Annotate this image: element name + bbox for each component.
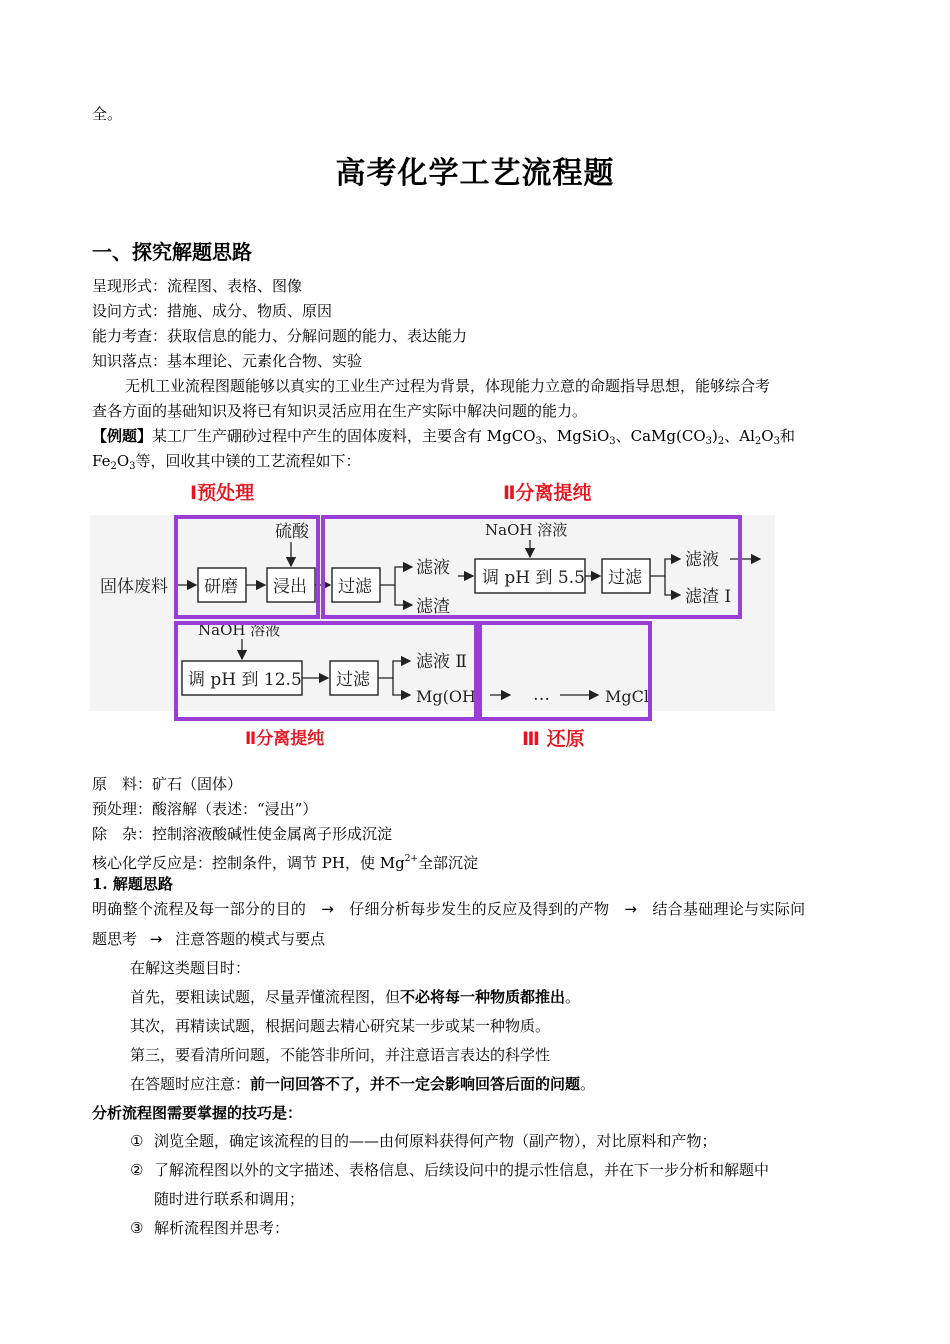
node-filter-3: 过滤	[336, 670, 370, 690]
skill-item: ③ 解析流程图并思考：	[130, 1219, 290, 1237]
example-line-2: $Fe_2O_3$等，回收其中镁的工艺流程如下：	[92, 452, 361, 472]
node-naoh-2: NaOH 溶液	[198, 621, 281, 639]
example-line-1: 【例题】某工厂生产硼砂过程中产生的固体废料，主要含有 MgCO$_3$、MgSiO$_3$、$CaMg(CO_3)_2$、$Al_2O_3$和	[92, 427, 795, 447]
node-filtrate-2: 滤液	[685, 550, 719, 570]
node-mgoh: Mg(OH)	[416, 687, 483, 706]
node-residue-1: 滤渣 Ⅰ	[685, 587, 732, 607]
intro-line: 知识落点：基本理论、元素化合物、实验	[92, 352, 363, 370]
thinking-line-2: 题思考 → 注意答题的模式与要点	[92, 930, 326, 948]
node-acid: 硫酸	[275, 522, 309, 542]
step-line: 首先，要粗读试题，尽量弄懂流程图，但不必将每一种物质都推出。	[130, 988, 581, 1006]
label-reduction: Ⅲ 还原	[522, 728, 585, 750]
node-naoh-1: NaOH 溶液	[485, 521, 568, 539]
arrow-right-icon: →	[149, 930, 163, 948]
node-adjust-1: 调 pH 到 5.5	[482, 568, 585, 588]
example-tag: 【例题】	[92, 427, 153, 445]
skill-item-continued: 随时进行联系和调用；	[154, 1190, 305, 1208]
section-heading: 一、探究解题思路	[92, 240, 252, 264]
skill-item: ② 了解流程图以外的文字描述、表格信息、后续设问中的提示性信息，并在下一步分析和解题中	[130, 1161, 770, 1179]
intro-line: 设问方式：措施、成分、物质、原因	[92, 302, 333, 320]
step-line: 在解这类题目时：	[130, 959, 251, 977]
label-separation-2: Ⅱ分离提纯	[245, 729, 325, 749]
node-waste: 固体废料	[100, 577, 168, 597]
intro-line: 能力考查：获取信息的能力、分解问题的能力、表达能力	[92, 327, 468, 345]
skills-heading: 分析流程图需要掌握的技巧是：	[92, 1104, 303, 1122]
label-separation-1: Ⅱ分离提纯	[503, 482, 592, 504]
node-adjust-2: 调 pH 到 12.5	[188, 670, 302, 690]
page-title: 高考化学工艺流程题	[335, 156, 615, 191]
paragraph-line: 无机工业流程图题能够以真实的工业生产过程为背景，体现能力立意的命题指导思想，能够综合考	[125, 377, 771, 395]
info-line: 除 杂：控制溶液酸碱性使金属离子形成沉淀	[92, 825, 393, 843]
intro-line: 呈现形式：流程图、表格、图像	[92, 277, 303, 295]
arrow-right-icon: →	[624, 900, 638, 918]
step-line: 在答题时应注意：前一问回答不了，并不一定会影响回答后面的问题。	[130, 1075, 596, 1093]
node-leach: 浸出	[273, 577, 307, 597]
node-filter-1: 过滤	[338, 577, 372, 597]
node-filtrate-3: 滤液 Ⅱ	[416, 652, 467, 672]
node-dots: …	[533, 685, 550, 705]
arrow-right-icon: →	[321, 900, 335, 918]
node-mgcl: MgCl	[605, 687, 649, 706]
node-filter-2: 过滤	[608, 568, 642, 588]
paragraph-line: 查各方面的基础知识及将已有知识灵活应用在生产实际中解决问题的能力。	[92, 402, 588, 420]
info-line: 预处理：酸溶解（表述：“浸出”）	[92, 800, 318, 818]
node-residue: 滤渣	[416, 597, 450, 617]
thinking-line-1: 明确整个流程及每一部分的目的 → 仔细分析每步发生的反应及得到的产物 → 结合基础理论与实际问	[92, 900, 806, 918]
skill-item: ① 浏览全题，确定该流程的目的——由何原料获得何产物（副产物），对比原料和产物；	[130, 1132, 717, 1150]
info-line: 原 料：矿石（固体）	[92, 775, 243, 793]
node-filtrate: 滤液	[416, 558, 450, 578]
node-grind: 研磨	[204, 577, 238, 597]
step-line: 第三，要看清所问题，不能答非所问，并注意语言表达的科学性	[130, 1046, 551, 1064]
process-flow-diagram	[90, 515, 775, 721]
info-line-core: 核心化学反应是：控制条件，调节 PH，使 $Mg^{2+}$全部沉淀	[92, 854, 478, 872]
label-pretreatment: Ⅰ预处理	[190, 482, 255, 504]
subsection-heading: 1. 解题思路	[92, 875, 173, 893]
step-line: 其次，再精读试题，根据问题去精心研究某一步或某一种物质。	[130, 1017, 551, 1035]
top-fragment: 全。	[92, 105, 123, 123]
